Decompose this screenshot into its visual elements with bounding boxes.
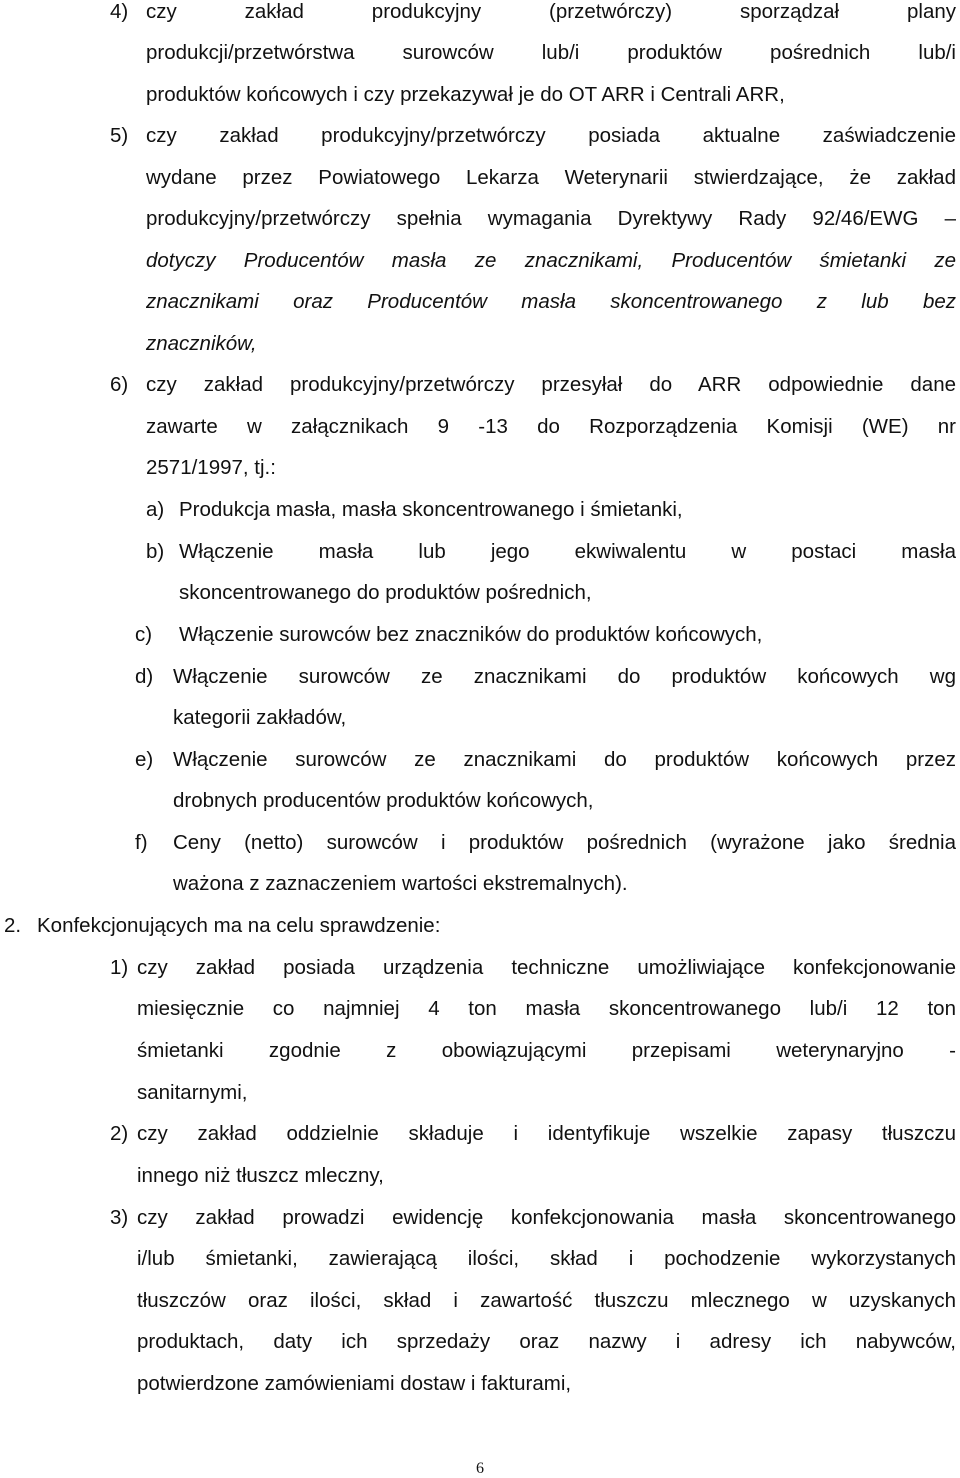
- sub-d-line-2: kategorii zakładów,: [173, 706, 347, 729]
- sub-e-line-2: drobnych producentów produktów końcowych,: [173, 789, 594, 812]
- item-4-line-1: czy zakład produkcyjny (przetwórczy) sporządzał plany: [146, 0, 956, 23]
- s2-item-2-number: 2): [110, 1122, 129, 1145]
- item-5-line-2: wydane przez Powiatowego Lekarza Weterynarii stwierdzające, że zakład: [146, 166, 956, 189]
- item-5-line-3: produkcyjny/przetwórczy spełnia wymagania Dyrektywy Rady 92/46/EWG –: [146, 207, 956, 230]
- item-4-line-2: produkcji/przetwórstwa surowców lub/i produktów pośrednich lub/i: [146, 41, 956, 64]
- s2-item-3-line-4: produktach, daty ich sprzedaży oraz nazwy i adresy ich nabywców,: [137, 1330, 956, 1353]
- sub-c-label: c): [135, 623, 153, 646]
- item-6-number: 6): [110, 373, 129, 396]
- item-4-number: 4): [110, 0, 129, 23]
- page-number: 6: [476, 1460, 484, 1477]
- item-5-line-4: dotyczy Producentów masła ze znacznikami, Producentów śmietanki ze: [146, 249, 956, 272]
- sub-a-label: a): [146, 498, 165, 521]
- item-4-line-3: produktów końcowych i czy przekazywał je do OT ARR i Centrali ARR,: [146, 83, 785, 106]
- s2-item-1-line-4: sanitarnymi,: [137, 1081, 248, 1104]
- s2-item-1-number: 1): [110, 956, 129, 979]
- sub-f-label: f): [135, 831, 148, 854]
- s2-item-2-line-2: innego niż tłuszcz mleczny,: [137, 1164, 384, 1187]
- item-5-line-5: znacznikami oraz Producentów masła skoncentrowanego z lub bez: [146, 290, 956, 313]
- section-2-number: 2.: [4, 914, 22, 937]
- sub-f-line-1: Ceny (netto) surowców i produktów pośrednich (wyrażone jako średnia: [173, 831, 956, 854]
- sub-e-label: e): [135, 748, 154, 771]
- sub-c-line-1: Włączenie surowców bez znaczników do produktów końcowych,: [179, 623, 763, 646]
- s2-item-3-line-1: czy zakład prowadzi ewidencję konfekcjonowania masła skoncentrowanego: [137, 1206, 956, 1229]
- sub-b-label: b): [146, 540, 165, 563]
- s2-item-3-line-3: tłuszczów oraz ilości, skład i zawartość tłuszczu mlecznego w uzyskanych: [137, 1289, 956, 1312]
- item-6-line-3: 2571/1997, tj.:: [146, 456, 276, 479]
- item-5-line-1: czy zakład produkcyjny/przetwórczy posiada aktualne zaświadczenie: [146, 124, 956, 147]
- s2-item-1-line-3: śmietanki zgodnie z obowiązującymi przepisami weterynaryjno -: [137, 1039, 956, 1062]
- sub-e-line-1: Włączenie surowców ze znacznikami do produktów końcowych przez: [173, 748, 956, 771]
- s2-item-3-line-5: potwierdzone zamówieniami dostaw i fakturami,: [137, 1372, 572, 1395]
- sub-d-label: d): [135, 665, 154, 688]
- s2-item-2-line-1: czy zakład oddzielnie składuje i identyfikuje wszelkie zapasy tłuszczu: [137, 1122, 956, 1145]
- sub-b-line-1: Włączenie masła lub jego ekwiwalentu w postaci masła: [179, 540, 956, 563]
- item-6-line-2: zawarte w załącznikach 9 -13 do Rozporządzenia Komisji (WE) nr: [146, 415, 956, 438]
- sub-f-line-2: ważona z zaznaczeniem wartości ekstremalnych).: [173, 872, 628, 895]
- section-2-heading: Konfekcjonujących ma na celu sprawdzenie:: [37, 914, 441, 937]
- item-5-line-6: znaczników,: [146, 332, 257, 355]
- s2-item-3-number: 3): [110, 1206, 129, 1229]
- s2-item-1-line-2: miesięcznie co najmniej 4 ton masła skoncentrowanego lub/i 12 ton: [137, 997, 956, 1020]
- sub-d-line-1: Włączenie surowców ze znacznikami do produktów końcowych wg: [173, 665, 956, 688]
- s2-item-1-line-1: czy zakład posiada urządzenia techniczne umożliwiające konfekcjonowanie: [137, 956, 956, 979]
- sub-a-line-1: Produkcja masła, masła skoncentrowanego i śmietanki,: [179, 498, 683, 521]
- item-5-number: 5): [110, 124, 129, 147]
- s2-item-3-line-2: i/lub śmietanki, zawierającą ilości, skład i pochodzenie wykorzystanych: [137, 1247, 956, 1270]
- item-6-line-1: czy zakład produkcyjny/przetwórczy przesyłał do ARR odpowiednie dane: [146, 373, 956, 396]
- sub-b-line-2: skoncentrowanego do produktów pośrednich,: [179, 581, 592, 604]
